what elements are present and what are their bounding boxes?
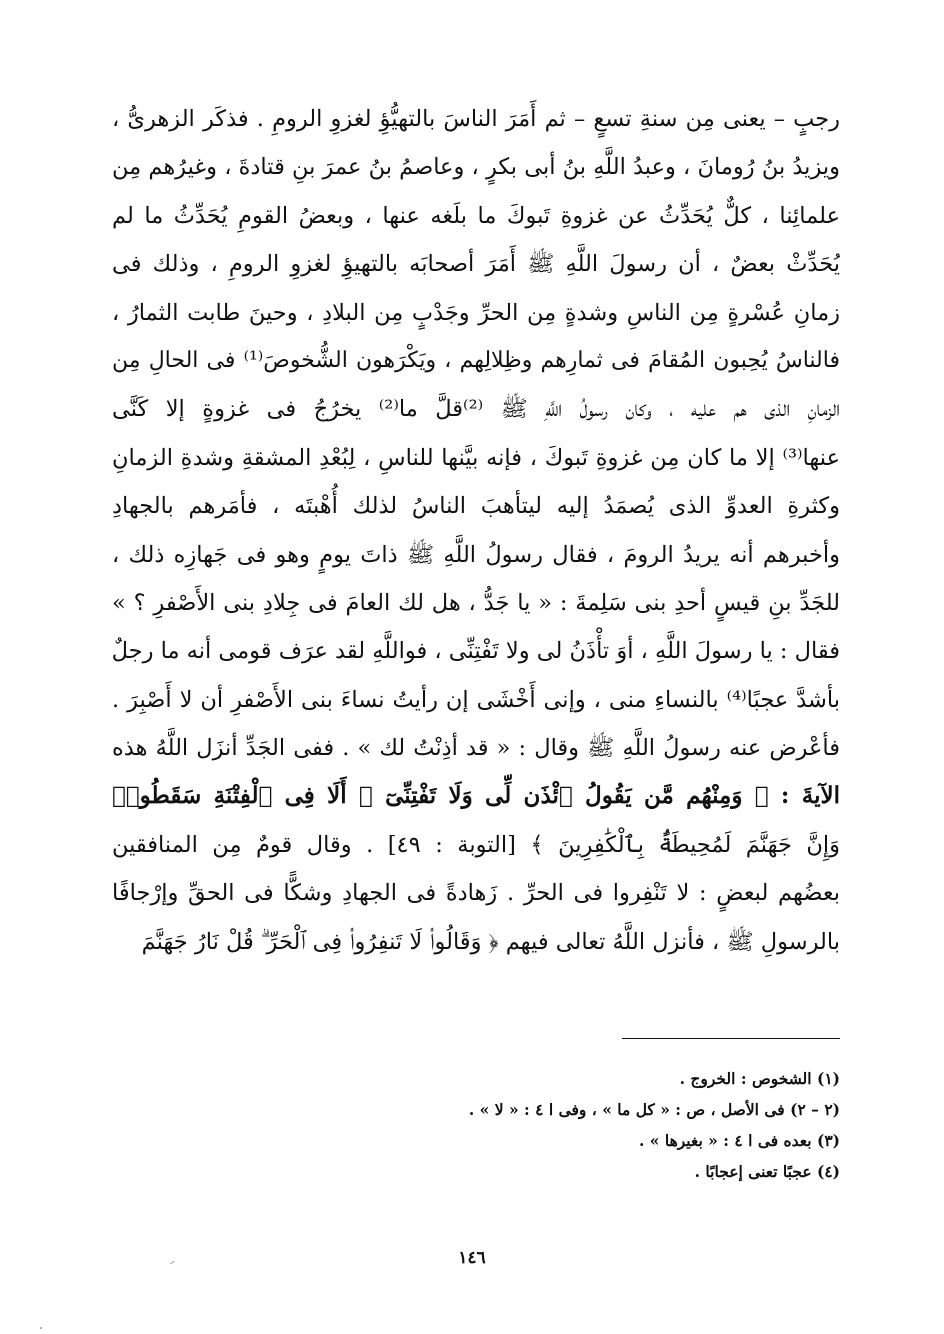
text-line: بعضُهم لبعضٍ : لا تَنْفِروا فى الحرِّ . زَهادةً فى الجهادِ وشكًّا فى الحقِّ وإرْجافًا xyxy=(112,880,840,907)
text-line: زمانِ عُسْرةٍ مِن الناسِ وشدةٍ مِن الحرِّ وجَدْبٍ مِن البلادِ ، وحينَ طابت الثمارُ ، xyxy=(112,299,840,326)
text-line: بأشدَّ عجبًا⁽⁴⁾ بالنساءِ منى ، وإنى أَخْشَى إن رأيتُ نساءَ بنى الأَصْفرِ أن لا أَصْبِرَ . xyxy=(112,686,840,713)
footnote: (٤) عجبًا تعنى إعجابًا . xyxy=(694,1162,840,1181)
text-line: فالناسُ يُحِبون المُقامَ فى ثمارِهم وظِلالِهم ، ويَكْرَهون الشُّخوصَ⁽¹⁾ فى الحالِ مِن xyxy=(112,347,840,373)
scan-speck xyxy=(40,1327,42,1329)
text-line: يُحَدِّثْ بعضٌ ، أن رسولَ اللَّهِ ﷺ أَمَرَ أصحابَه بالتهيؤِ لغزوِ الرومِ ، وذلك فى xyxy=(112,251,840,278)
text-line: عنها⁽³⁾ إلا ما كان مِن غزوةِ تَبوكَ ، فإنه بيَّنها للناسِ ، لِبُعْدِ المشقةِ وشدةِ الزمانِ xyxy=(112,444,840,471)
text-line: الزمانِ الذى هم عليه ، وكان رسولُ اللَّهِ ﷺ ⁽²⁾قلَّ ما⁽²⁾ يخرُجُ فى غزوةٍ إلا كَنَّى xyxy=(112,396,840,423)
page-number: ١٤٦ xyxy=(458,1248,486,1268)
text-line: بالرسولِ ﷺ ، فأنزل اللَّهُ تعالى فيهم ﴿ وَقَالُوا۟ لَا تَنفِرُوا۟ فِى ٱلْحَرِّ ۗ قُلْ نَارُ جَهَنَّمَ xyxy=(141,928,840,955)
text-line: علمائِنا ، كلٌّ يُحَدِّثُ عن غزوةِ تَبوكَ ما بلَغه عنها ، وبعضُ القومِ يُحَدِّثُ ما لم xyxy=(112,202,840,229)
text-line: وكثرةِ العدوِّ الذى يُصمَدُ إليه ليتأهبَ الناسُ لذلك أُهْبتَه ، فأمَرهم بالجهادِ xyxy=(112,493,840,520)
text-line: للجَدِّ بنِ قيسٍ أحدِ بنى سَلِمةَ : « يا جَدُّ ، هل لك العامَ فى جِلادِ بنى الأَصْفرِ ؟ » xyxy=(112,589,840,616)
text-line: فقال : يا رسولَ اللَّهِ ، أوَ تأْذَنُ لى ولا تَفْتِنِّى ، فواللَّهِ لقد عرَف قومى أنه ما رجلٌ xyxy=(112,638,840,665)
quran-verse-line: الآيةَ : ﴿ وَمِنْهُم مَّن يَقُولُ ٱئْذَن لِّى وَلَا تَفْتِنِّىٓ ۚ أَلَا فِى ٱلْفِتْنَةِ سَقَطُوا۟ xyxy=(112,782,840,810)
footnote: (٢ – ٢) فى الأصل ، ص : « كل ما » ، وفى ا ٤ : « لا » . xyxy=(468,1100,840,1119)
text-line: وَإِنَّ جَهَنَّمَ لَمُحِيطَةٌۢ بِٱلْكَٰفِرِينَ ﴾ [التوبة : ٤٩] . وقال قومٌ مِن المنافقين xyxy=(112,831,840,858)
footnote: (١) الشخوص : الخروج . xyxy=(679,1069,840,1088)
text-line: فأعْرض عنه رسولُ اللَّهِ ﷺ وقال : « قد أذِنْتُ لك » . ففى الجَدِّ أنزَل اللَّهُ هذه xyxy=(112,735,840,762)
footnotes xyxy=(300,1063,840,1187)
text-line: رجبٍ – يعنى مِن سنةِ تسعٍ – ثم أَمَرَ الناسَ بالتهيُّؤِ لغزوِ الرومِ . فذكَر الزهرىُّ ، xyxy=(112,106,840,132)
footnote-separator xyxy=(622,1038,840,1039)
footnote: (٣) بعده فى ا ٤ : « بغيرها » . xyxy=(638,1131,840,1150)
text-line: ويزيدُ بنُ رُومانَ ، وعبدُ اللَّهِ بنُ أبى بكرٍ ، وعاصمُ بنُ عمرَ بنِ قتادةَ ، وغيرُهم مِن xyxy=(112,154,840,181)
text-line: وأخبرهم أنه يريدُ الرومَ ، فقال رسولُ اللَّهِ ﷺ ذاتَ يومٍ وهو فى جَهازِه ذلك ، xyxy=(112,541,840,568)
main-text xyxy=(112,95,840,966)
